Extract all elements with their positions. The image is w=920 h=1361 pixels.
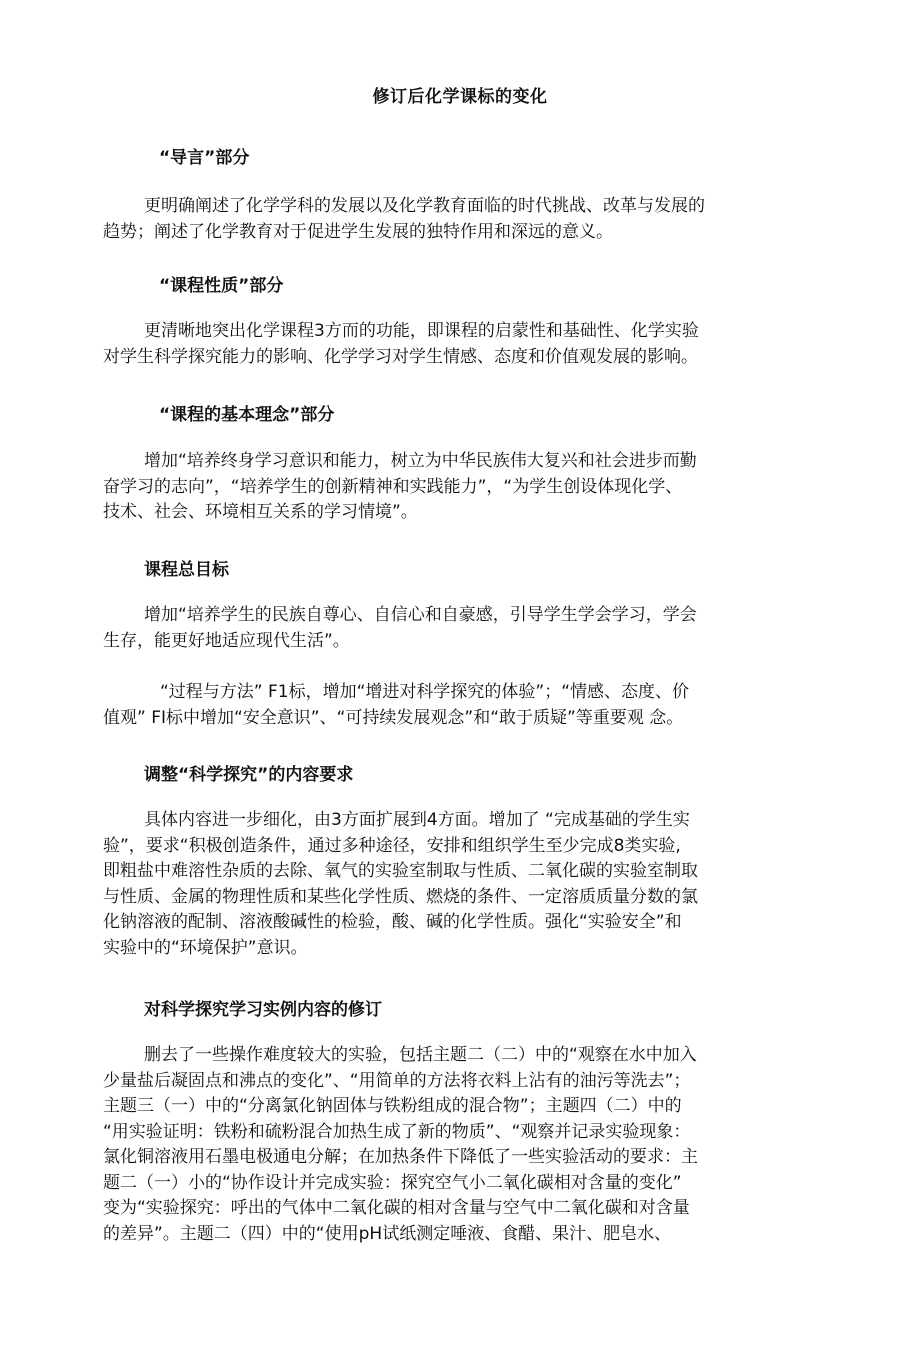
section-paragraph-inquiry-examples xyxy=(103,1043,823,1247)
paragraph-line: 即粗盐中难溶性杂质的去除、氧气的实验室制取与性质、二氧化碳的实验室制取 xyxy=(103,861,698,881)
section-paragraph-introduction xyxy=(103,194,823,245)
section-heading-course-nature: “课程性质”部分 xyxy=(159,276,284,296)
paragraph-line: 验”，要求“积极创造条件，通过多种途径，安排和组织学生至少完成8类实验, xyxy=(103,835,681,856)
document-title: 修订后化学课标的变化 xyxy=(372,87,548,107)
paragraph-line: 更清晰地突出化学课程3方而的功能，即课程的启蒙性和基础性、化学实验 xyxy=(144,321,699,341)
paragraph-line: “过程与方法” F1标，增加“增进对科学探究的体验”；“情感、态度、价 xyxy=(160,682,690,702)
paragraph-line: 增加“培养学生的民族自尊心、自信心和自豪感，引导学生学会学习，学会 xyxy=(144,605,697,625)
section-paragraph-scientific-inquiry xyxy=(103,808,823,961)
paragraph-line: 主题三（一）中的“分离氯化钠固体与铁粉组成的混合物”；主题四（二）中的 xyxy=(103,1096,682,1116)
paragraph-line: 对学生科学探究能力的影响、化学学习对学生情感、态度和价值观发展的影响。 xyxy=(103,346,698,367)
section-heading-overall-goals: 课程总目标 xyxy=(144,560,229,580)
paragraph-line: “用实验证明：铁粉和硫粉混合加热生成了新的物质”、“观察并记录实验现象： xyxy=(103,1121,691,1142)
paragraph-line: 实验中的“环境保护”意识。 xyxy=(103,937,308,958)
section-heading-introduction: “导言”部分 xyxy=(159,148,250,168)
paragraph-line: 的差异”。主题二（四）中的“使用pH试纸测定唾液、食醋、果汁、肥皂水、 xyxy=(103,1223,672,1244)
paragraph-line: 奋学习的志向”，“培养学生的创新精神和实践能力”，“为学生创设体现化学、 xyxy=(103,476,683,497)
section-paragraph-course-nature xyxy=(103,319,823,370)
paragraph-line: 题二（一）小的“协作设计并完成实验：探究空气小二氧化碳相对含量的变化” xyxy=(103,1172,682,1193)
paragraph-line: 趋势；阐述了化学教育对于促进学生发展的独特作用和深远的意义。 xyxy=(103,221,613,242)
paragraph-line: 更明确阐述了化学学科的发展以及化学教育面临的时代挑战、改革与发展的 xyxy=(144,196,705,216)
paragraph-line: 生存，能更好地适应现代生活”。 xyxy=(103,630,350,651)
paragraph-line: 增加“培养终身学习意识和能力，树立为中华民族伟大复兴和社会进步而勤 xyxy=(144,451,697,471)
section-paragraph-overall-goals xyxy=(103,603,823,654)
paragraph-line: 具体内容进一步细化，由3方面扩展到4方面。增加了 “完成基础的学生实 xyxy=(144,810,690,830)
paragraph-line: 化钠溶液的配制、溶液酸碱性的检验，酸、碱的化学性质。强化“实验安全”和 xyxy=(103,912,682,932)
section-heading-inquiry-examples: 对科学探究学习实例内容的修订 xyxy=(144,1000,382,1020)
section-paragraph-process-methods xyxy=(103,680,823,731)
paragraph-line: 氯化铜溶液用石墨电极通电分解；在加热条件下降低了一些实验活动的要求：主 xyxy=(103,1147,698,1167)
paragraph-line: 与性质、金属的物理性质和某些化学性质、燃烧的条件、一定溶质质量分数的氯 xyxy=(103,886,698,907)
paragraph-line: 技术、社会、环境相互关系的学习情境”。 xyxy=(103,502,418,522)
paragraph-line: 删去了一些操作难度较大的实验，包括主题二（二）中的“观察在水中加入 xyxy=(144,1045,697,1065)
paragraph-line: 少量盐后凝固点和沸点的变化”、“用简单的方法将衣料上沾有的油污等洗去”； xyxy=(103,1070,691,1091)
section-heading-basic-concepts: “课程的基本理念”部分 xyxy=(159,405,335,425)
paragraph-line: 变为“实验探究：呼出的气体中二氧化碳的相对含量与空气中二氧化碳和对含量 xyxy=(103,1198,690,1218)
section-heading-scientific-inquiry: 调整“科学探究”的内容要求 xyxy=(144,765,354,785)
section-paragraph-basic-concepts xyxy=(103,449,823,526)
paragraph-line: 值观” FI标中增加“安全意识”、“可持续发展观念”和“敢于质疑”等重要观 念。 xyxy=(103,707,684,728)
